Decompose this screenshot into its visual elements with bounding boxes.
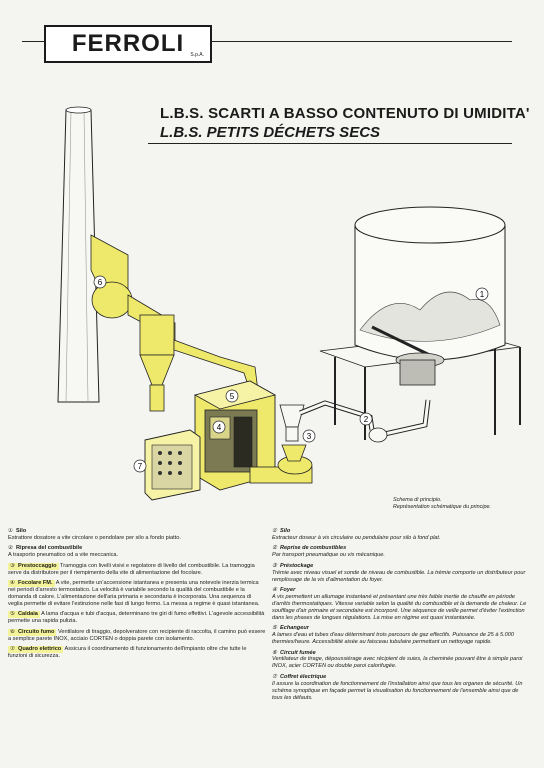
ferroli-logo <box>44 25 212 63</box>
section-text: A lames d'eau et tubes d'eau déterminant trois parcours de gaz effectifs. Puissance de 25 à 5.000 thermies/heure. Accessibilité aisée au faisceau tubulaire permettant un nettoyage rapide. <box>272 632 514 646</box>
section-heading: ④ Foyer <box>272 587 296 594</box>
section-fr-echangeur <box>272 625 530 646</box>
section-text: A lama d'acqua e tubi d'acqua, determinano tre giri di fumo effettivi. L'agevole accessibilità permette una rapida pulizia. <box>8 611 265 625</box>
section-text: Ventilatore di tiraggio, depolveratore con recipiente di raccolta, il camino può essere a semplice parete INOX, acciaio CORTEN o doppia parete con isolamento. <box>8 628 266 642</box>
section-heading: ⑥ Circuito fumo <box>10 628 55 635</box>
section-text: Il assure la coordination de fonctionnement de l'installation ainsi que tous les organes de sécurité. Un schéma synoptique en façade permet la visualisation du fonctionnement de l'ensemble ainsi que de tous les défauts. <box>272 680 523 701</box>
callout-4 <box>213 421 225 433</box>
section-heading: ① Silo <box>8 528 27 534</box>
section-heading: ② Ripresa del combustibile <box>8 545 83 552</box>
section-it-prestoccaggio <box>8 563 266 577</box>
section-it-circuito-fumo <box>8 629 266 643</box>
section-heading: ④ Focolare FM. <box>10 580 53 587</box>
section-heading: ③ Prestoccaggio <box>10 562 57 569</box>
section-text: Tramoggia con livelli visivi e regolatore di livello del combustibile. La tramoggia serve da distributore per il riempimento della vite di alimentazione del focolare. <box>8 562 255 576</box>
svg-text:3: 3 <box>306 432 312 441</box>
section-it-caldaia <box>8 611 266 625</box>
caption-french: Représentation schématique du principe. <box>393 504 491 510</box>
callout-2 <box>360 413 372 425</box>
description-french <box>272 528 530 705</box>
logo-subtext: S.p.A. <box>190 52 204 58</box>
section-text: Trémie avec niveau visuel et sonde de niveau de combustible. La trémie comporte un distributeur pour remplissage de la vis d'alimentation du foyer. <box>272 569 526 583</box>
section-heading: ① Silo <box>272 528 291 534</box>
section-text: Extracteur doseur à vis circulaire ou pendulaire pour silo à fond plat. <box>272 534 441 541</box>
section-fr-coffret <box>272 674 530 702</box>
section-text: A trasporto pneumatico od a vite meccanica. <box>8 552 119 559</box>
plant-diagram <box>0 95 544 515</box>
callout-3 <box>303 430 315 442</box>
section-fr-silo <box>272 528 530 542</box>
title-french: L.B.S. PETITS DÉCHETS SECS <box>160 124 381 141</box>
section-text: A vite, permette un'accensione istantanea e presenta una notevole inerzia termica nei periodi d'arresto termostatico. La velocità è variabile secondo la qualità del combustibile e la domanda di calore. L'alimentazione dell'aria primaria e secondaria è incorporata. Una sequenza di veglia permette di evitare l'estinzione nelle fasi di lungo fermo. La messa a regime è quasi istantanea. <box>8 580 260 607</box>
section-fr-foyer <box>272 587 530 622</box>
svg-text:6: 6 <box>97 278 103 287</box>
section-heading: ⑤ Caldaia <box>10 611 38 618</box>
section-text: A vis permettent un allumage instantané et présentant une très faible inertie de chauffe en période d'arrêts thermostatiques. Vitesse variable selon la qualité du combustible et la demande de chaleur. Le soufflage d'air primaire et secondaire est incorporé. Une séquence de veille permet d'éviter l'extinction dans les phases de longues régulations. La mise en régime est quasi instantanée. <box>272 594 527 621</box>
title-italian: L.B.S. SCARTI A BASSO CONTENUTO DI UMIDITA' <box>160 105 530 122</box>
section-heading: ⑦ Coffret électrique <box>272 673 327 680</box>
section-heading: ⑥ Circuit fumée <box>272 649 316 656</box>
header-rule-left <box>22 41 44 42</box>
section-heading: ③ Préstockage <box>272 562 314 569</box>
section-text: Par transport pneumatique ou vis mécanique. <box>272 552 385 559</box>
section-it-quadro <box>8 646 266 660</box>
section-it-ripresa <box>8 545 266 559</box>
header-rule-right <box>212 41 512 42</box>
section-heading: ⑦ Quadro elettrico <box>10 646 62 653</box>
section-heading: ⑤ Echangeur <box>272 625 309 632</box>
logo-wordmark: FERROLI <box>71 30 185 57</box>
section-it-focolare <box>8 580 266 608</box>
control-panel <box>145 430 200 500</box>
callout-1 <box>476 288 488 300</box>
section-fr-prestockage <box>272 563 530 584</box>
svg-text:1: 1 <box>479 290 485 299</box>
section-fr-circuit-fumee <box>272 650 530 671</box>
caption-italian: Schema di principio. <box>393 497 442 503</box>
section-it-silo <box>8 528 266 542</box>
description-italian <box>8 528 266 664</box>
callout-5 <box>226 390 238 402</box>
diagram-caption <box>393 497 523 511</box>
section-text: Assicura il coordinamento di funzionamento dell'impianto oltre che tutte le funzioni di sicurezza. <box>8 646 247 660</box>
callout-6 <box>94 276 106 288</box>
svg-text:4: 4 <box>216 423 222 432</box>
section-fr-reprise <box>272 545 530 559</box>
svg-text:5: 5 <box>229 392 235 401</box>
svg-text:7: 7 <box>137 462 143 471</box>
section-text: Estrattore dosatore a vite circolare o pendolare per silo a fondo piatto. <box>8 534 181 541</box>
section-text: Ventilateur de tirage, dépoussiérage avec récipient de suies, la cheminée pouvant être à simple paroi INOX, acier CORTEN ou double paroi calorifugée. <box>272 656 523 670</box>
svg-text:2: 2 <box>363 415 369 424</box>
section-heading: ② Reprise de combustibles <box>272 545 347 552</box>
callout-7 <box>134 460 146 472</box>
